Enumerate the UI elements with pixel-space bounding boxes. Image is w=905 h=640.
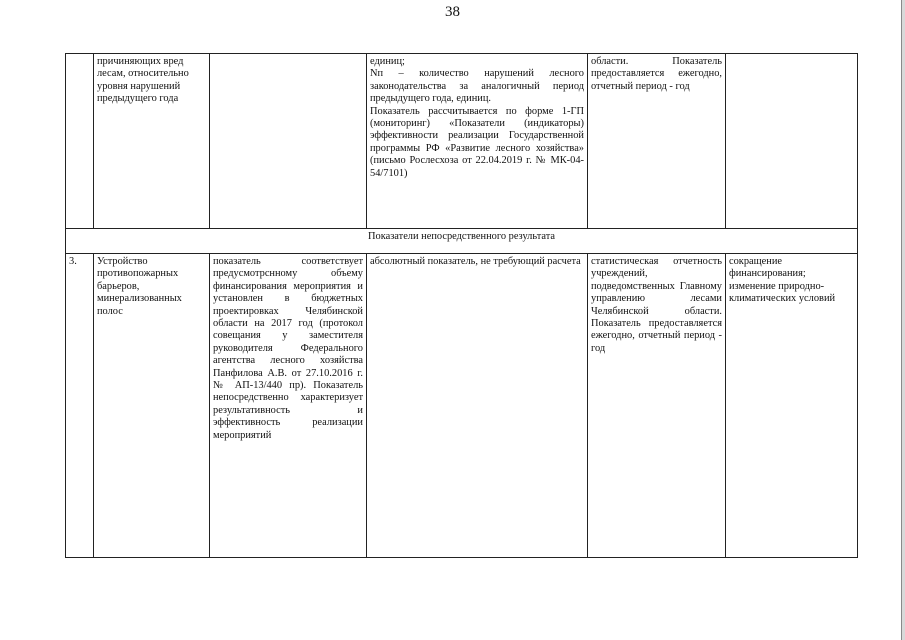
cell-name: Устройство противопожарных барьеров, минерализованных полос xyxy=(94,254,210,558)
cell-basis: показатель соответствует предусмотрснному объему финансирования мероприятия и установлен в бюджетных проектировках Челябинской области на 2017 год (протокол совещания у заместителя руководителя Федерального агентства лесного хозяйства Панфилова А.В. от 27.10.2016 г. № АП-13/440 пр). Показатель непосредственно характеризует результативность и эффективность реализации мероприятий xyxy=(210,254,367,558)
section-header: Показатели непосредственного результата xyxy=(66,229,858,254)
cell-name: причиняющих вред лесам, относительно уровня нарушений предыдущего года xyxy=(94,54,210,229)
indicators-table xyxy=(65,53,858,558)
page-number: 38 xyxy=(445,4,460,20)
cell-risks: сокращение финансирования; изменение природно-климатических условий xyxy=(726,254,858,558)
cell-num: 3. xyxy=(66,254,94,558)
cell-basis xyxy=(210,54,367,229)
table-row-3 xyxy=(66,254,858,558)
cell-source: области. Показатель предоставляется ежегодно, отчетный период - год xyxy=(588,54,726,229)
cell-num xyxy=(66,54,94,229)
cell-risks xyxy=(726,54,858,229)
cell-source: статистическая отчетность учреждений, подведомственных Главному управлению лесами Челябинской области. Показатель предоставляется ежегодно, отчетный период - год xyxy=(588,254,726,558)
table-row-continuation xyxy=(66,54,858,229)
cell-formula: абсолютный показатель, не требующий расчета xyxy=(367,254,588,558)
table-row-section xyxy=(66,229,858,254)
cell-formula: единиц; Nп – количество нарушений лесного законодательства за аналогичный период предыдущего года, единиц. Показатель рассчитывается по форме 1-ГП (мониторинг) «Показатели (индикаторы) эффективности реализации Государственной программы РФ «Развитие лесного хозяйства» (письмо Рослесхоза от 22.04.2019 г. № МК-04-54/7101) xyxy=(367,54,588,229)
